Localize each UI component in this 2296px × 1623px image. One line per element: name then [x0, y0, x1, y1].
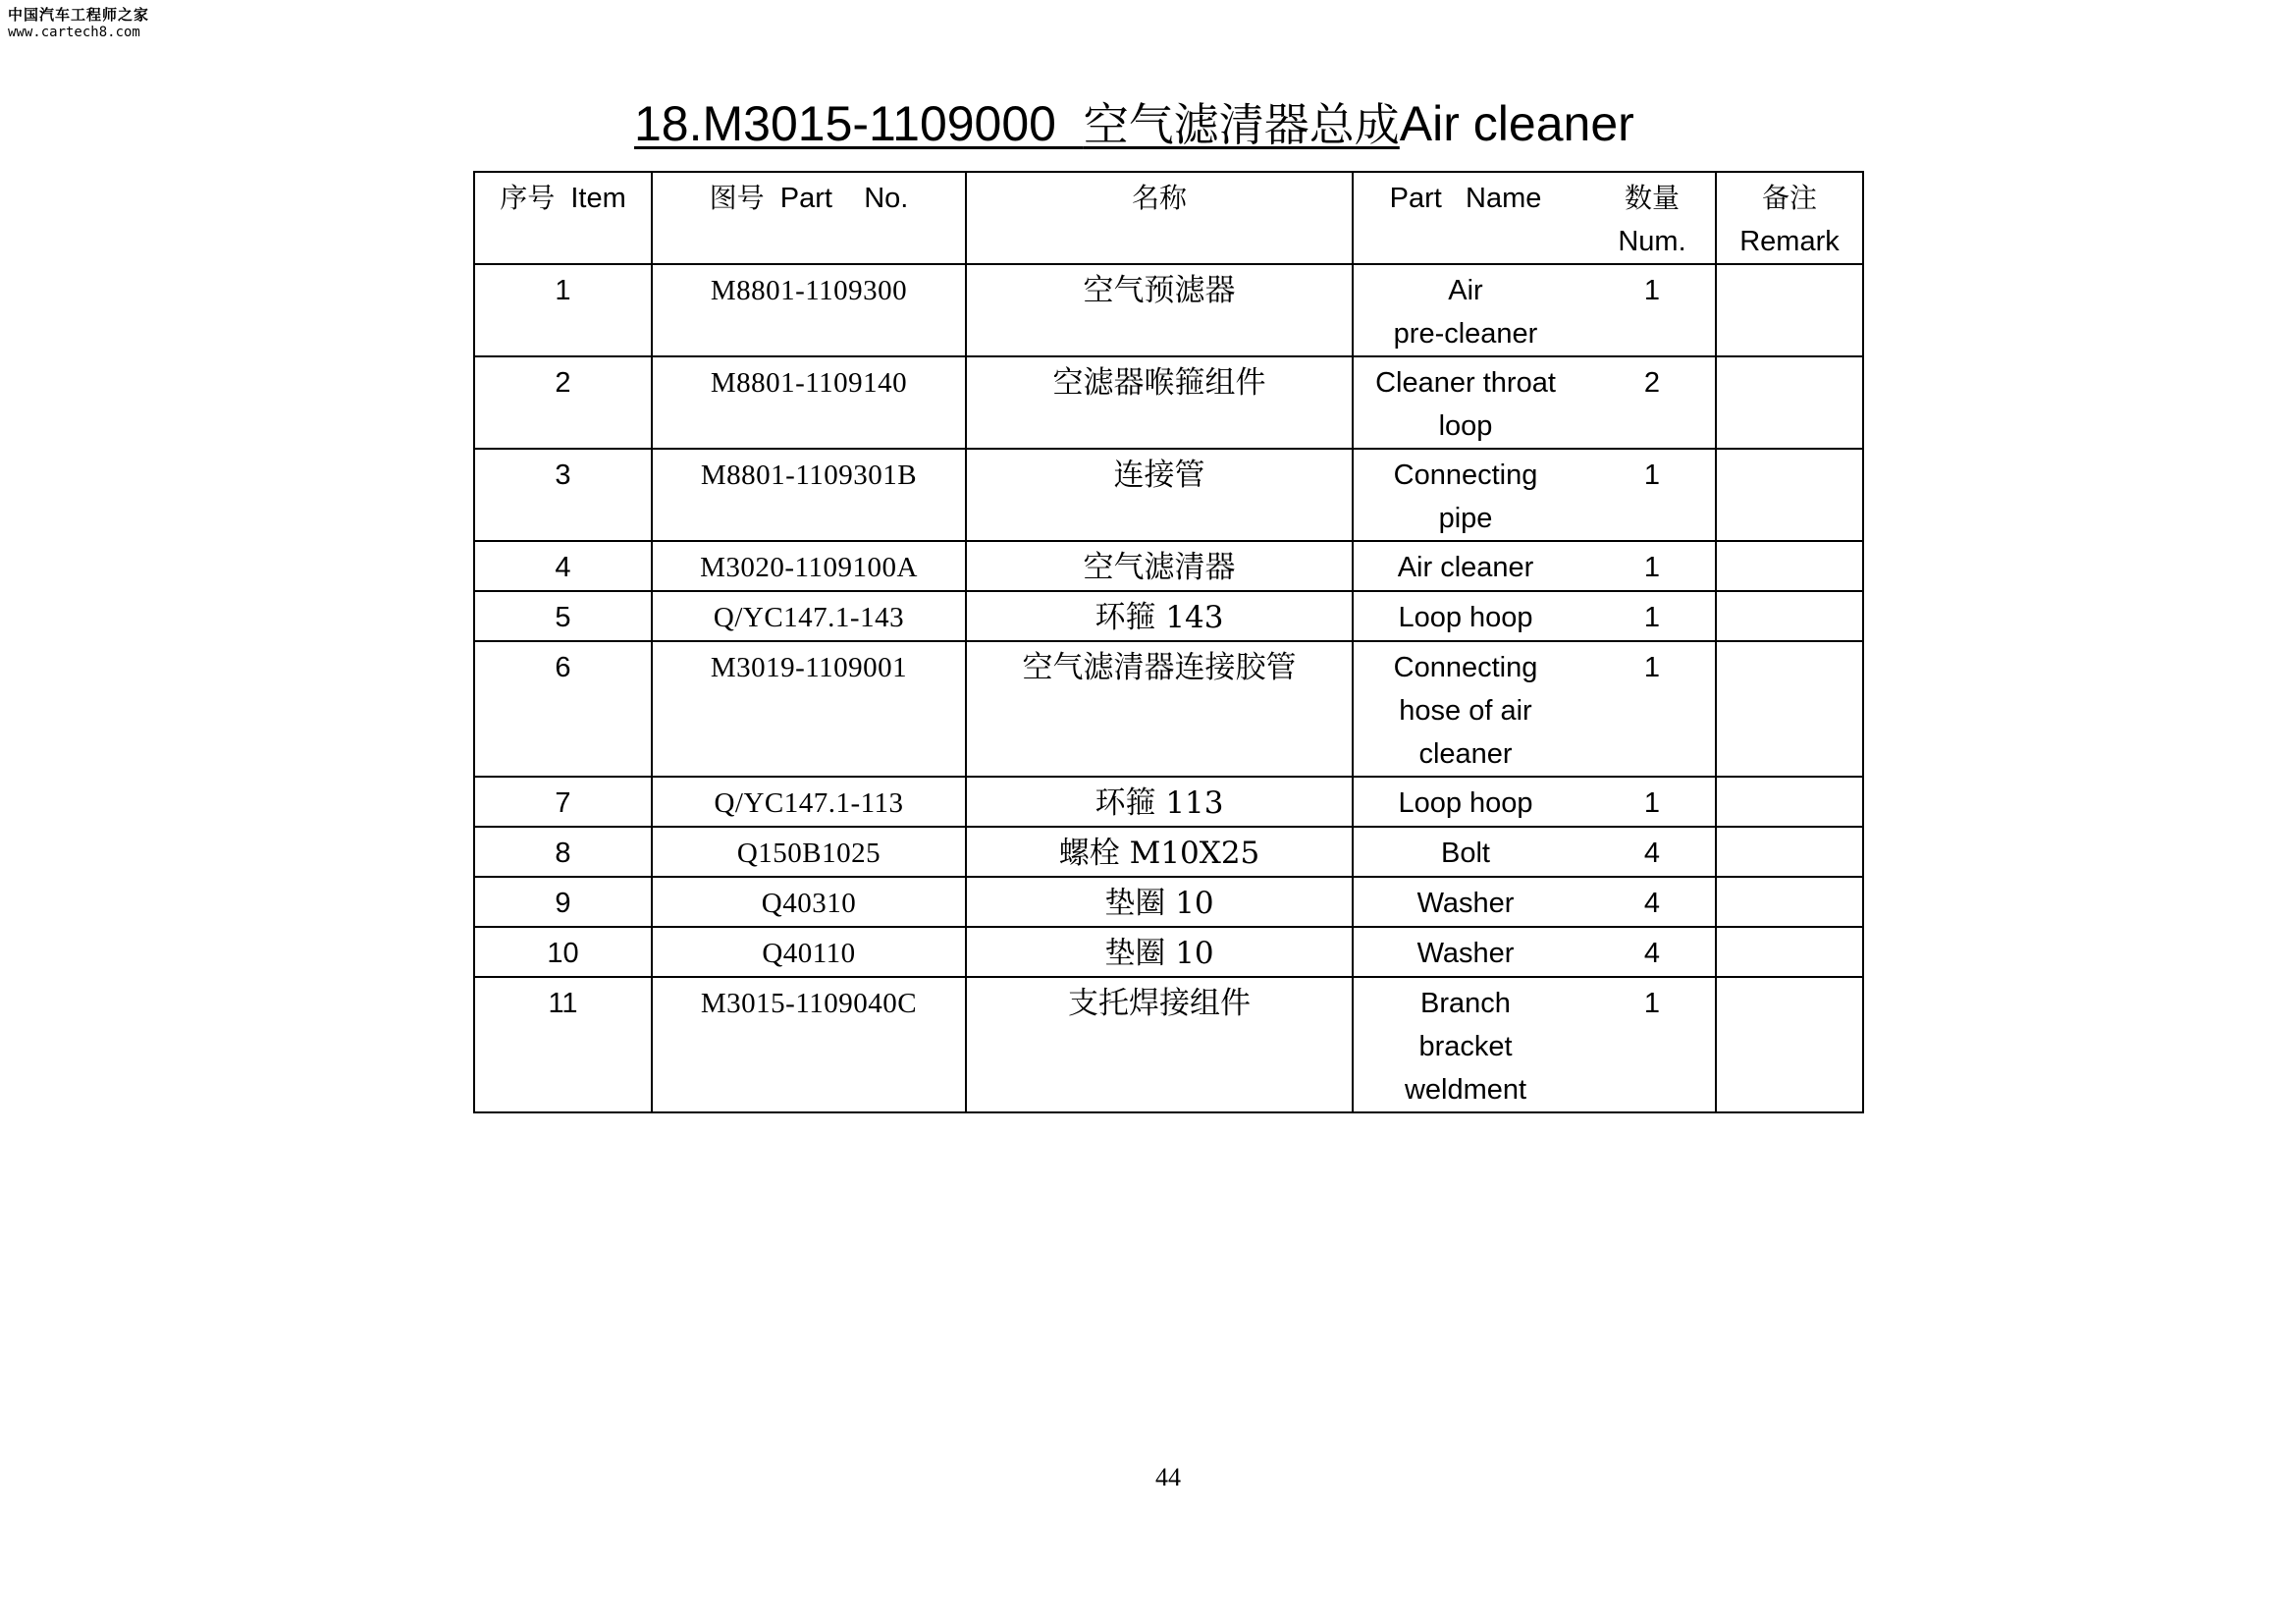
cell-name-cn: 空滤器喉箍组件	[966, 356, 1353, 449]
cell-remark	[1716, 827, 1863, 877]
cell-part-name: Bolt	[1441, 838, 1490, 869]
cell-part-no: Q/YC147.1-113	[652, 777, 966, 827]
cell-name-cn: 螺栓 M10X25	[966, 827, 1353, 877]
parts-table	[473, 171, 1864, 1113]
table-header-row	[474, 172, 1863, 264]
title-code: 18.M3015-1109000	[634, 96, 1056, 151]
cell-num: 1	[1643, 988, 1661, 1019]
cell-part-name: Connecting hose of air cleaner	[1393, 652, 1538, 770]
cell-remark	[1716, 777, 1863, 827]
table-row	[474, 777, 1863, 827]
cell-remark	[1716, 877, 1863, 927]
cell-num: 1	[1643, 552, 1661, 583]
cell-remark	[1716, 264, 1863, 356]
cell-part-name: Loop hoop	[1398, 602, 1533, 633]
table-row	[474, 827, 1863, 877]
page-number: 44	[1155, 1463, 1181, 1491]
cell-remark	[1716, 356, 1863, 449]
cell-remark	[1716, 591, 1863, 641]
cell-part-no: Q40310	[652, 877, 966, 927]
cell-name-cn: 环箍 113	[966, 777, 1353, 827]
cell-remark	[1716, 927, 1863, 977]
cell-part-no: Q150B1025	[652, 827, 966, 877]
title-cn: 空气滤清器总成	[1083, 98, 1400, 151]
table-row	[474, 977, 1863, 1112]
cell-name-cn: 连接管	[966, 449, 1353, 541]
cell-num: 2	[1643, 367, 1661, 399]
cell-name-cn: 空气滤清器连接胶管	[966, 641, 1353, 777]
cell-num: 1	[1643, 787, 1661, 819]
cell-item: 7	[474, 777, 652, 827]
header-num: 数量 Num.	[1618, 182, 1686, 257]
table-row	[474, 877, 1863, 927]
cell-item: 1	[474, 264, 652, 356]
cell-item: 3	[474, 449, 652, 541]
header-remark: 备注 Remark	[1716, 172, 1863, 264]
cell-part-no: M3015-1109040C	[652, 977, 966, 1112]
cell-item: 10	[474, 927, 652, 977]
table-row	[474, 541, 1863, 591]
cell-part-name-num	[1353, 777, 1716, 827]
cell-name-cn: 环箍 143	[966, 591, 1353, 641]
cell-num: 1	[1643, 275, 1661, 306]
cell-part-no: M8801-1109140	[652, 356, 966, 449]
cell-name-cn: 支托焊接组件	[966, 977, 1353, 1112]
cell-remark	[1716, 449, 1863, 541]
title-en: Air cleaner	[1399, 96, 1634, 151]
table-row	[474, 449, 1863, 541]
cell-part-name-num	[1353, 827, 1716, 877]
cell-remark	[1716, 641, 1863, 777]
cell-part-name: Cleaner throat loop	[1375, 367, 1556, 442]
cell-num: 4	[1643, 938, 1661, 969]
cell-part-name-num	[1353, 591, 1716, 641]
table-row	[474, 591, 1863, 641]
cell-part-name-num	[1353, 356, 1716, 449]
cell-part-no: Q/YC147.1-143	[652, 591, 966, 641]
cell-part-name-num	[1353, 264, 1716, 356]
cell-part-name: Air pre-cleaner	[1393, 275, 1538, 350]
cell-part-name-num	[1353, 541, 1716, 591]
cell-part-name: Branch bracket weldment	[1404, 988, 1527, 1106]
cell-part-name: Connecting pipe	[1393, 460, 1538, 534]
cell-item: 2	[474, 356, 652, 449]
cell-part-name-num	[1353, 877, 1716, 927]
cell-item: 4	[474, 541, 652, 591]
cell-item: 5	[474, 591, 652, 641]
cell-part-no: M3020-1109100A	[652, 541, 966, 591]
table-row	[474, 356, 1863, 449]
cell-part-no: M3019-1109001	[652, 641, 966, 777]
cell-part-name: Washer	[1416, 938, 1515, 969]
cell-name-cn: 垫圈 10	[966, 927, 1353, 977]
cell-remark	[1716, 541, 1863, 591]
table-row	[474, 927, 1863, 977]
cell-part-name: Washer	[1416, 888, 1515, 919]
cell-part-no: M8801-1109300	[652, 264, 966, 356]
cell-remark	[1716, 977, 1863, 1112]
cell-part-name-num	[1353, 927, 1716, 977]
cell-part-name-num	[1353, 641, 1716, 777]
table-row	[474, 264, 1863, 356]
cell-name-cn: 空气滤清器	[966, 541, 1353, 591]
watermark-site-name: 中国汽车工程师之家	[8, 6, 150, 24]
table-row	[474, 641, 1863, 777]
header-part-name-num	[1353, 172, 1716, 264]
cell-part-name-num	[1353, 449, 1716, 541]
header-item: 序号 Item	[474, 172, 652, 264]
cell-num: 4	[1643, 838, 1661, 869]
cell-num: 4	[1643, 888, 1661, 919]
watermark	[8, 6, 149, 41]
cell-num: 1	[1643, 602, 1661, 633]
cell-part-no: Q40110	[652, 927, 966, 977]
header-part-name: Part Name	[1389, 183, 1542, 214]
cell-name-cn: 垫圈 10	[966, 877, 1353, 927]
cell-num: 1	[1643, 652, 1661, 683]
header-name-cn: 名称	[966, 172, 1353, 264]
cell-item: 9	[474, 877, 652, 927]
cell-item: 11	[474, 977, 652, 1112]
cell-num: 1	[1643, 460, 1661, 491]
watermark-url: www.cartech8.com	[8, 24, 140, 40]
cell-part-name-num	[1353, 977, 1716, 1112]
header-part-no: 图号 Part No.	[652, 172, 966, 264]
cell-part-no: M8801-1109301B	[652, 449, 966, 541]
cell-item: 8	[474, 827, 652, 877]
cell-name-cn: 空气预滤器	[966, 264, 1353, 356]
cell-part-name: Loop hoop	[1398, 787, 1533, 819]
cell-part-name: Air cleaner	[1397, 552, 1534, 583]
cell-item: 6	[474, 641, 652, 777]
page-title	[634, 94, 1634, 153]
